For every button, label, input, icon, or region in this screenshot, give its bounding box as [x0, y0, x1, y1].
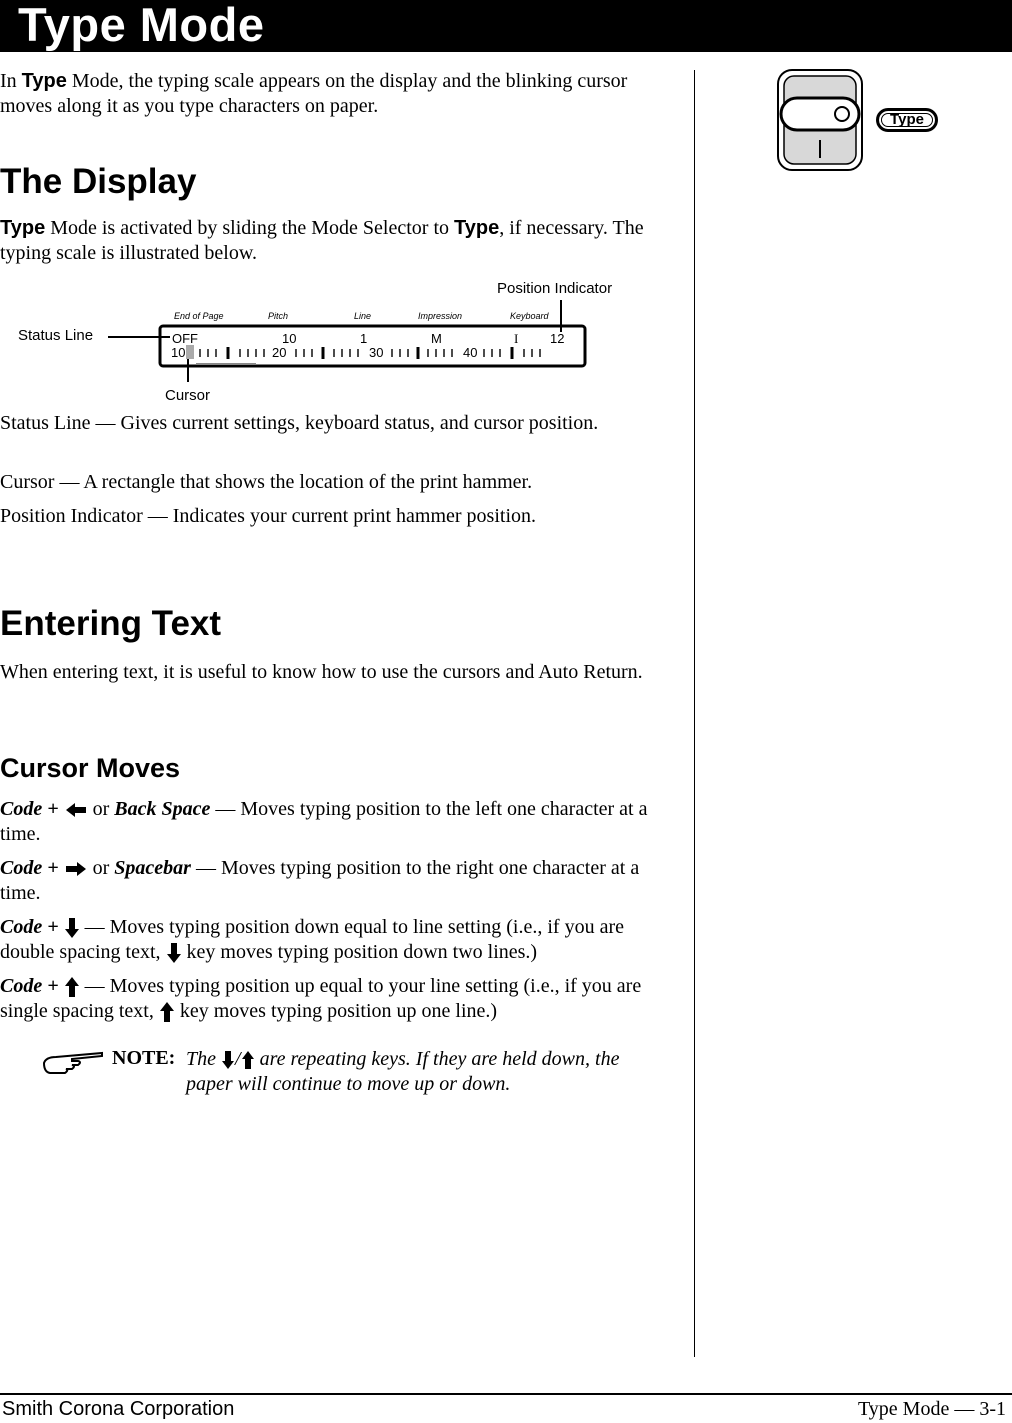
- mode-selector-graphic: [776, 68, 866, 174]
- entering-paragraph: When entering text, it is useful to know how to use the cursors and Auto Return.: [0, 661, 643, 683]
- scale-20: 20: [272, 345, 287, 360]
- position-indicator-label: Position Indicator: [497, 280, 613, 297]
- up-arrow-icon: [241, 1050, 255, 1070]
- section-heading-display: The Display: [0, 162, 197, 201]
- value-end-of-page: OFF: [172, 331, 198, 346]
- note-text: The / are repeating keys. If they are held down, the paper will continue to move up or down.: [186, 1048, 620, 1095]
- page-title: Type Mode: [18, 0, 265, 51]
- header-impression: Impression: [418, 311, 463, 321]
- up-arrow-icon: [64, 976, 80, 998]
- cursor-move-right: Code + or Spacebar — Moves typing position to the right one character at a time.: [0, 857, 640, 904]
- up-arrow-icon: [159, 1001, 175, 1023]
- cursor-move-left: Code + or Back Space — Moves typing position to the left one character at a time.: [0, 798, 648, 845]
- definition-cursor: Cursor — A rectangle that shows the location of the print hammer.: [0, 471, 533, 493]
- scale-10: 10: [171, 345, 186, 360]
- header-end-of-page: End of Page: [174, 311, 224, 321]
- value-keyboard: I: [514, 331, 519, 346]
- value-line: 1: [360, 331, 368, 346]
- status-line-label: Status Line: [18, 327, 94, 344]
- type-selector-label: Type: [876, 108, 938, 132]
- typing-scale-diagram: [0, 270, 690, 410]
- note-label: NOTE:: [112, 1047, 176, 1069]
- cursor-move-down: Code + — Moves typing position down equal to line setting (i.e., if you are double spacing text, key moves typing position down two lines.): [0, 916, 624, 963]
- header-line: Line: [354, 311, 372, 321]
- value-pitch: 10: [282, 331, 297, 346]
- scale-30: 30: [369, 345, 384, 360]
- right-arrow-icon: [64, 861, 88, 877]
- left-arrow-icon: [64, 802, 88, 818]
- scale-40: 40: [463, 345, 478, 360]
- section-heading-entering-text: Entering Text: [0, 604, 222, 643]
- page-header: [0, 0, 1012, 52]
- section-heading-cursor-moves: Cursor Moves: [0, 753, 181, 783]
- cursor-label: Cursor: [165, 387, 211, 404]
- column-divider: [694, 70, 695, 1357]
- definition-status-line: Status Line — Gives current settings, keyboard status, and cursor position.: [0, 412, 599, 434]
- pointing-hand-icon: [42, 1049, 104, 1075]
- display-paragraph: Type Mode is activated by sliding the Mode Selector to Type, if necessary. The typing scale is illustrated below.: [0, 217, 644, 264]
- definition-position-indicator: Position Indicator — Indicates your current print hammer position.: [0, 505, 536, 527]
- value-impression: M: [431, 331, 442, 346]
- footer-rule: [0, 1393, 1012, 1395]
- down-arrow-icon: [166, 942, 182, 964]
- footer-company: Smith Corona Corporation: [2, 1398, 235, 1420]
- down-arrow-icon: [64, 917, 80, 939]
- intro-paragraph: In Type Mode, the typing scale appears on the display and the blinking cursor moves along it as you type characters on paper.: [0, 70, 628, 117]
- down-arrow-icon: [221, 1050, 235, 1070]
- header-pitch: Pitch: [268, 311, 289, 321]
- cursor-move-up: Code + — Moves typing position up equal to your line setting (i.e., if you are single spacing text, key moves typing position up one line.): [0, 975, 642, 1022]
- value-position: 12: [550, 331, 565, 346]
- footer-page-number: Type Mode — 3-1: [857, 1398, 1006, 1420]
- header-keyboard: Keyboard: [510, 311, 549, 321]
